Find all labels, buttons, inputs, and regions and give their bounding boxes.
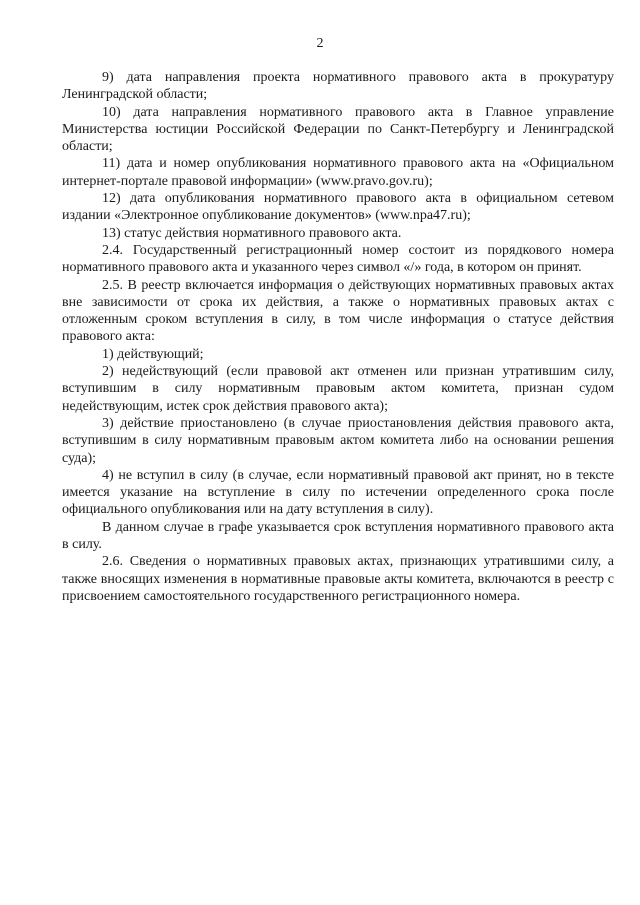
- paragraph: 1) действующий;: [102, 346, 204, 362]
- paragraph: 2.5. В реестр включается информация о действующих нормативных правовых актах вне зависимости от срока их действия, а также о нормативных правовых актах с отложенным сроком вступления в силу, в том числе информация о статусе действия правового акта:: [62, 277, 614, 345]
- paragraph: 12) дата опубликования нормативного правового акта в официальном сетевом издании «Электронное опубликование документов» (www.npa47.ru);: [62, 191, 614, 224]
- paragraph: 2.4. Государственный регистрационный номер состоит из порядкового номера нормативного правового акта и указанного через символ «/» года, в котором он принят.: [62, 242, 614, 276]
- paragraph: 2.6. Сведения о нормативных правовых актах, признающих утратившими силу, а также вносящих изменения в нормативные правовые акты комитета, включаются в реестр с присвоением самостоятельного государственного регистрационного номера.: [62, 554, 614, 604]
- page-number: 2: [316, 36, 324, 51]
- paragraph: 2) недействующий (если правовой акт отменен или признан утратившим силу, вступившим в силу нормативным правовым актом комитета, признан судом недействующим, истек срок действия правового акта);: [62, 364, 614, 414]
- paragraph: В данном случае в графе указывается срок вступления нормативного правового акта в силу.: [62, 519, 614, 553]
- paragraph: 10) дата направления нормативного правового акта в Главное управление Министерства юстиции Российской Федерации по Санкт-Петербургу и Ленинградской области;: [62, 104, 614, 155]
- document-body: [62, 69, 614, 605]
- paragraph: 13) статус действия нормативного правового акта.: [102, 225, 402, 241]
- paragraph: 4) не вступил в силу (в случае, если нормативный правовой акт принят, но в тексте имеется указание на вступление в силу по истечении определенного срока после официального опубликования или на дату вступления в силу).: [62, 467, 614, 518]
- paragraph: 11) дата и номер опубликования нормативного правового акта на «Официальном интернет-портале правовой информации» (www.pravo.gov.ru);: [62, 156, 614, 189]
- paragraph: 9) дата направления проекта нормативного правового акта в прокуратуру Ленинградской области;: [62, 70, 614, 103]
- paragraph: 3) действие приостановлено (в случае приостановления действия правового акта, вступившим в силу нормативным правовым актом комитета либо на основании решения суда);: [62, 415, 614, 466]
